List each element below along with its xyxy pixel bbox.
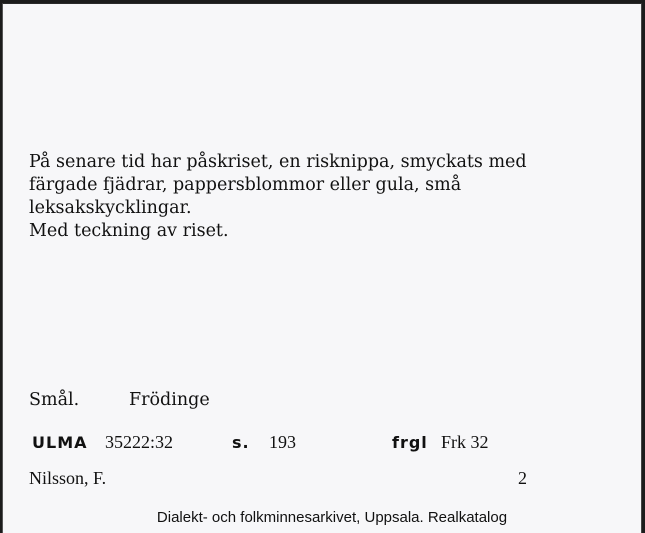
page-label: s. [232, 433, 250, 452]
body-line-2: färgade fjädrar, pappersblommor eller gula, små [29, 175, 462, 195]
archive-footer: Dialekt- och folkminnesarkivet, Uppsala. Realkatalog [156, 509, 508, 526]
card-body-text [29, 151, 589, 243]
questionnaire-value: Frk 32 [441, 432, 489, 452]
ulma-label: ULMA [32, 433, 88, 452]
card-number: 2 [518, 468, 527, 488]
parish-label: Frödinge [129, 390, 210, 410]
place-line [29, 390, 210, 410]
page-value: 193 [269, 432, 296, 452]
archive-card [2, 3, 642, 533]
reference-line [32, 432, 612, 456]
collector-name: Nilsson, F. [29, 468, 107, 488]
questionnaire-label: frgl [392, 433, 428, 452]
collector-line [29, 468, 539, 489]
body-line-3: leksakskycklingar. [29, 198, 192, 218]
body-line-4: Med teckning av riset. [29, 221, 229, 241]
province-label: Smål. [29, 390, 80, 410]
ulma-number: 35222:32 [105, 432, 174, 452]
body-line-1: På senare tid har påskriset, en risknippa, smyckats med [29, 152, 527, 172]
